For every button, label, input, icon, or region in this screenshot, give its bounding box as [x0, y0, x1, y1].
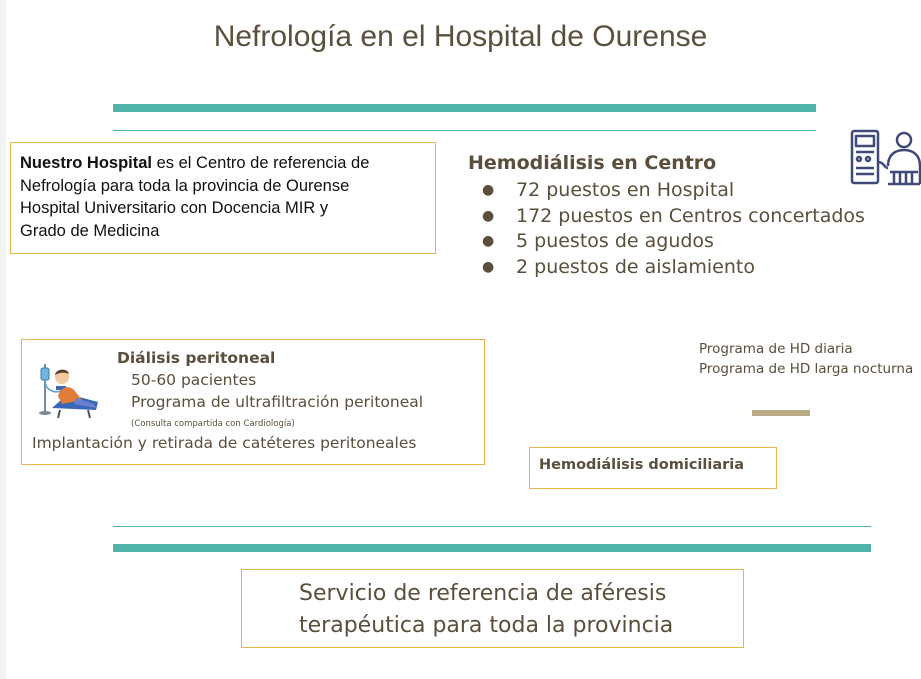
list-item: ● 2 puestos de aislamiento — [482, 255, 755, 278]
hd-domiciliaria-label: Hemodiálisis domiciliaria — [539, 457, 745, 473]
dialisis-peritoneal-title: Diálisis peritoneal — [117, 349, 276, 367]
dp-cateteres: Implantación y retirada de catéteres peritoneales — [32, 434, 417, 452]
olive-accent-bar — [752, 410, 810, 416]
top-thin-divider — [113, 130, 816, 131]
hospital-info-box — [10, 142, 436, 254]
dp-pacientes: 50-60 pacientes — [131, 371, 257, 389]
aferesis-text — [299, 578, 673, 642]
top-thick-divider — [113, 104, 816, 112]
bottom-thick-divider — [113, 544, 871, 552]
hospital-info-text — [20, 152, 430, 242]
dp-ultrafiltracion: Programa de ultrafiltración peritoneal — [131, 393, 424, 411]
page-title: Nefrología en el Hospital de Ourense — [213, 20, 708, 53]
aferesis-box — [241, 569, 744, 648]
hospital-line3: Hospital Universitario con Docencia MIR y — [20, 199, 329, 217]
hospital-line1-rest: es el Centro de referencia de — [152, 154, 370, 172]
hd-centro-list — [482, 178, 865, 280]
dialisis-peritoneal-box — [21, 339, 485, 465]
bottom-thin-divider — [113, 526, 871, 527]
hospital-bold-lead: Nuestro Hospital — [20, 154, 153, 172]
programa-hd-diaria: Programa de HD diaria — [699, 341, 853, 357]
aferesis-line2: terapéutica para toda la provincia — [299, 613, 674, 638]
hd-centro-title: Hemodiálisis en Centro — [468, 152, 717, 174]
hospital-line4: Grado de Medicina — [20, 221, 160, 240]
dp-consulta-note: (Consulta compartida con Cardiología) — [131, 419, 295, 429]
programa-hd-nocturna: Programa de HD larga nocturna — [699, 361, 914, 377]
list-item: ● 5 puestos de agudos — [482, 230, 714, 252]
aferesis-line1: Servicio de referencia de aféresis — [299, 581, 667, 606]
list-item: ● 172 puestos en Centros concertados — [482, 204, 865, 227]
page-left-edge — [0, 0, 6, 679]
hd-domiciliaria-box — [529, 447, 777, 489]
dialysis-machine-patient-icon — [848, 128, 921, 186]
patient-dialysis-chair-icon — [38, 360, 106, 420]
list-item: ● 72 puestos en Hospital — [482, 179, 735, 201]
hospital-line2: Nefrología para toda la provincia de Ourense — [20, 176, 350, 195]
